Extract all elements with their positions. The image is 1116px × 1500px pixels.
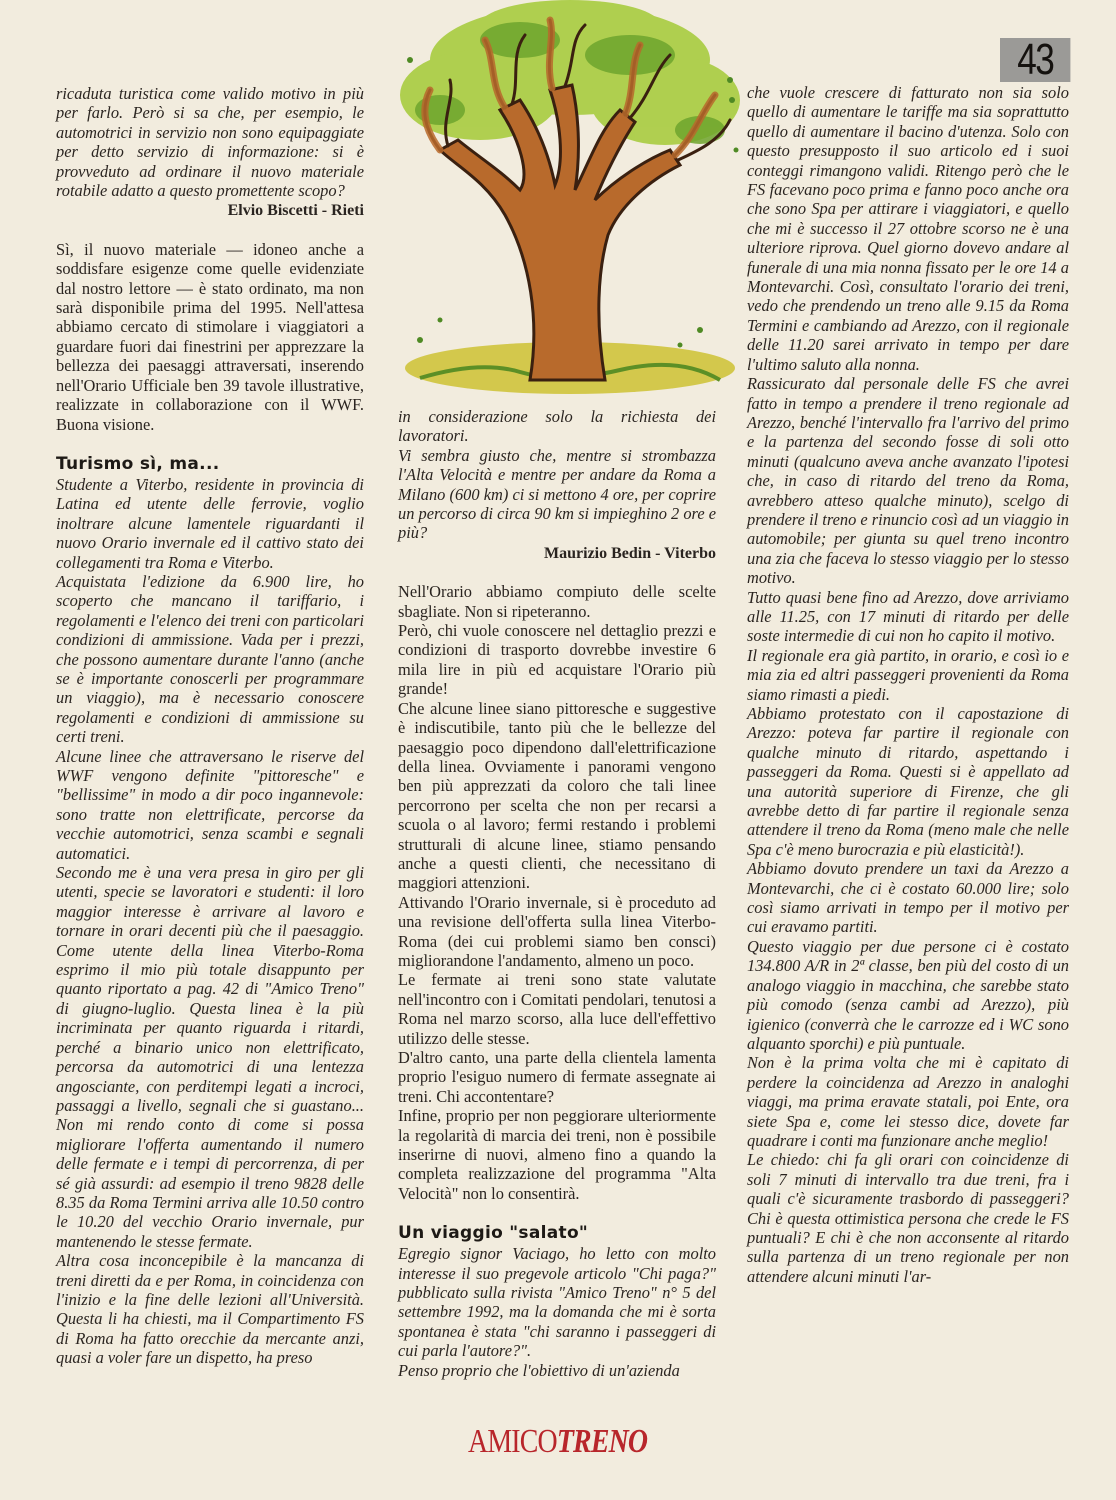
- letter-paragraph: Il regionale era già partito, in orario, e così io e mia zia ed altri passeggeri provenienti da Roma siamo rimasti a piedi.: [747, 645, 1069, 704]
- editor-reply: Sì, il nuovo materiale — idoneo anche a soddisfare esigenze come quelle evidenziate dal nostro lettore — è stato ordinato, ma non sarà disponibile prima del 1995. Nell'attesa abbiamo cercato di stimolare i viaggiatori a guardare fuori dai finestrini per apprezzare la bellezza dei paesaggi attraversati, inserendo nell'Orario Ufficiale ben 39 tavole illustrative, realizzate in collaborazione con il WWF. Buona visione.: [56, 239, 364, 434]
- column-middle: [398, 407, 716, 1380]
- letter-paragraph: Questo viaggio per due persone ci è costato 134.800 A/R in 2ª classe, ben più del costo di un analogo viaggio in macchina, che sarebbe stato più comodo (senza cambi ad Arezzo), più igienico (converrà che le carrozze ed i WC sono alquanto sporchi) e più puntuale.: [747, 936, 1069, 1053]
- letter-paragraph: Le chiedo: chi fa gli orari con coincidenze di soli 7 minuti di intervallo tra due treni, fra i quali c'è sicuramente trasbordo di passeggeri? Chi è questa ottimistica persona che crede le FS puntuali? E chi è che non acconsente al ritardo sulla partenza di un treno regionale per non attendere alcuni minuti l'ar-: [747, 1150, 1069, 1286]
- page-number: 43: [1000, 38, 1070, 82]
- letter-signature: Maurizio Bedin - Viterbo: [544, 544, 716, 562]
- reply-paragraph: Infine, proprio per non peggiorare ulteriormente la regolarità di marcia dei treni, non è possibile inserirne di nuovi, almeno fino a quando la completa realizzazione del programma "Alta Velocità" non lo consentirà.: [398, 1106, 716, 1203]
- section-heading: Turismo sì, ma...: [56, 453, 220, 474]
- logo-part-treno: TRENO: [556, 1423, 648, 1460]
- reply-paragraph: Le fermate ai treni sono state valutate nell'incontro con i Comitati pendolari, tenutosi a Roma nel marzo scorso, alla luce dell'effettivo utilizzo delle stesse.: [398, 970, 716, 1048]
- letter-paragraph: Secondo me è una vera presa in giro per gli utenti, specie se lavoratori e studenti: il loro maggior interesse è arrivare al lavoro e tornare in orari decenti più che il paesaggio. Come utente della linea Viterbo-Roma esprimo il mio più totale disappunto per quanto riportato a pag. 42 di "Amico Treno" di giugno-luglio. Questa linea è la più incriminata per quanto riguarda i ritardi, perché a binario unico non elettrificato, percorsa da automotrici di una lentezza angosciante, con perditempi legati a incroci, passaggi a livello, segnali che si guastano... Non mi rendo conto di come si possa migliorare l'offerta aumentando il numero delle fermate e i tempi di percorrenza, di per sé già assurdi: ad esempio il treno 9828 delle 8.35 da Roma Termini arriva alle 10.50 contro le 10.20 del vecchio Orario invernale, pur mantenendo le stesse fermate.: [56, 863, 364, 1251]
- reply-paragraph: D'altro canto, una parte della clientela lamenta proprio l'esiguo numero di fermate assegnate ai treni. Chi accontentare?: [398, 1048, 716, 1106]
- letter-paragraph: Abbiamo protestato con il capostazione di Arezzo: poteva far partire il regionale con qualche minuto di ritardo, aspettando i passeggeri da Roma. Questi si è appellato ad una autorità superiore di Firenze, che gli avrebbe detto di far partire il regionale senza attendere il treno da Roma (meno male che nelle Spa c'è meno burocrazia e più elasticità!).: [747, 704, 1069, 859]
- reply-paragraph: Attivando l'Orario invernale, si è proceduto ad una revisione dell'offerta sulla linea Viterbo-Roma (dei cui problemi siamo ben consci) migliorandone l'andamento, almeno un poco.: [398, 892, 716, 970]
- reply-paragraph: Che alcune linee siano pittoresche e suggestive è indiscutibile, tanto più che le bellezze del paesaggio poco dipendono dall'elettrificazione della linea. Ovviamente i panorami vengono ben più apprezzati da coloro che tali linee percorrono per scelta che non per recarsi a scuola o al lavoro; fermi restando i problemi strutturali di alcune linee, stiamo pensando anche a questi clienti, che necessitano di maggiori attenzioni.: [398, 698, 716, 893]
- column-right: [747, 83, 1069, 1286]
- letter-paragraph: Egregio signor Vaciago, ho letto con molto interesse il suo pregevole articolo "Chi paga?" pubblicato sulla rivista "Amico Treno" n° 5 del settembre 1992, ma la domanda che mi è sorta spontanea è stata "chi saranno i passeggeri di cui parla l'autore?".: [398, 1244, 716, 1361]
- letter-paragraph: Penso proprio che l'obiettivo di un'azienda: [398, 1360, 680, 1380]
- letter-paragraph: in considerazione solo la richiesta dei lavoratori.: [398, 407, 716, 446]
- letter-paragraph: Non è la prima volta che mi è capitato di perdere la coincidenza ad Arezzo in analoghi viaggi, ma prima eravate statali, poi Ente, ora siete Spa e, come lei stesso dice, dovete far quadrare i conti ma funzionare anche meglio!: [747, 1053, 1069, 1150]
- letter-paragraph: che vuole crescere di fatturato non sia solo quello di aumentare le tariffe ma sia soprattutto quello di aumentare il bacino d'utenza. Solo con questo presupposto il suo articolo ed i suoi conteggi rimangono validi. Ritengo però che le FS facevano poco prima e fanno poco anche ora che sono Spa per attirare i viaggiatori, e quello che mi è successo il 27 ottobre scorso ne è una ulteriore riprova. Quel giorno dovevo andare al funerale di una mia nonna fissato per le ore 14 a Montevarchi. Così, consultato l'orario dei treni, vedo che prendendo un treno alle 9.15 da Roma Termini e cambiando ad Arezzo, con il regionale delle 11.20 sarei arrivato in tempo per dare l'ultimo saluto alla nonna.: [747, 83, 1069, 374]
- column-left: [56, 84, 364, 1368]
- letter-paragraph: Acquistata l'edizione da 6.900 lire, ho scoperto che mancano il tariffario, i regolamenti e l'elenco dei treni con particolari condizioni di ammissione. Vada per i prezzi, che possono aumentare durante l'anno (anche se è importante conoscerli per programmare un viaggio), ma è necessario conoscere regolamenti e condizioni di ammissione su certi treni.: [56, 571, 364, 747]
- reply-paragraph: Però, chi vuole conoscere nel dettaglio prezzi e condizioni di trasporto dovrebbe investire 6 mila lire in più ed acquistare l'Orario più grande!: [398, 621, 716, 699]
- magazine-logo: [468, 1422, 648, 1462]
- reply-paragraph: Nell'Orario abbiamo compiuto delle scelte sbagliate. Non si ripeteranno.: [398, 582, 716, 621]
- letter-paragraph: Abbiamo dovuto prendere un taxi da Arezzo a Montevarchi, che ci è costato 60.000 lire; solo così siamo arrivati in tempo per il motivo per cui eravamo partiti.: [747, 859, 1069, 937]
- letter-paragraph: Studente a Viterbo, residente in provincia di Latina ed utente delle ferrovie, voglio inoltrare alcune lamentele riguardanti il nuovo Orario invernale ed il cattivo stato dei collegamenti tra Roma e Viterbo.: [56, 474, 364, 572]
- letter-paragraph: Vi sembra giusto che, mentre si strombazza l'Alta Velocità e mentre per andare da Roma a Milano (600 km) ci si mettono 4 ore, per coprire un percorso di circa 90 km si impieghino 2 ore e più?: [398, 445, 716, 543]
- letter-body: ricaduta turistica come valido motivo in più per farlo. Però si sa che, per esempio, le automotrici in servizio non sono equipaggiate per detto servizio di informazione: si è provveduto ad ordinare il nuovo materiale rotabile adatto a questo promettente scopo?: [56, 84, 364, 201]
- letter-paragraph: Altra cosa inconcepibile è la mancanza di treni diretti da e per Roma, in coincidenza con l'inizio e la fine delle lezioni all'Università. Questa li ha chiesti, ma il Compartimento FS di Roma ha fatto orecchie da mercante anzi, quasi a voler fare un dispetto, ha preso: [56, 1251, 364, 1368]
- letter-paragraph: Rassicurato dal personale delle FS che avrei fatto in tempo a prendere il treno regionale ad Arezzo, benché l'intervallo fra l'arrivo del primo e la partenza del secondo fosse di soli otto minuti (qualcuno aveva anche avanzato l'ipotesi che, in caso di ritardo del treno da Roma, avrebbero atteso qualche minuto), scelgo di prendere il treno e rinuncio così ad un viaggio in automobile; per giunta su quel treno incontro una zia che faceva lo stesso viaggio per lo stesso motivo.: [747, 374, 1069, 588]
- letter-paragraph: Tutto quasi bene fino ad Arezzo, dove arriviamo alle 11.25, con 17 minuti di ritardo per delle soste intermedie di cui non ho capito il motivo.: [747, 587, 1069, 646]
- logo-part-amico: AMICO: [468, 1423, 557, 1460]
- letter-paragraph: Alcune linee che attraversano le riserve del WWF vengono definite "pittoresche" e "bellissime" in modo a dir poco ingannevole: sono tratte non elettrificate, percorse da vecchie automotrici, senza scambi e segnali automatici.: [56, 746, 364, 863]
- tree-illustration: [380, 0, 750, 400]
- section-heading: Un viaggio "salato": [398, 1223, 589, 1244]
- letter-signature: Elvio Biscetti - Rieti: [227, 202, 364, 220]
